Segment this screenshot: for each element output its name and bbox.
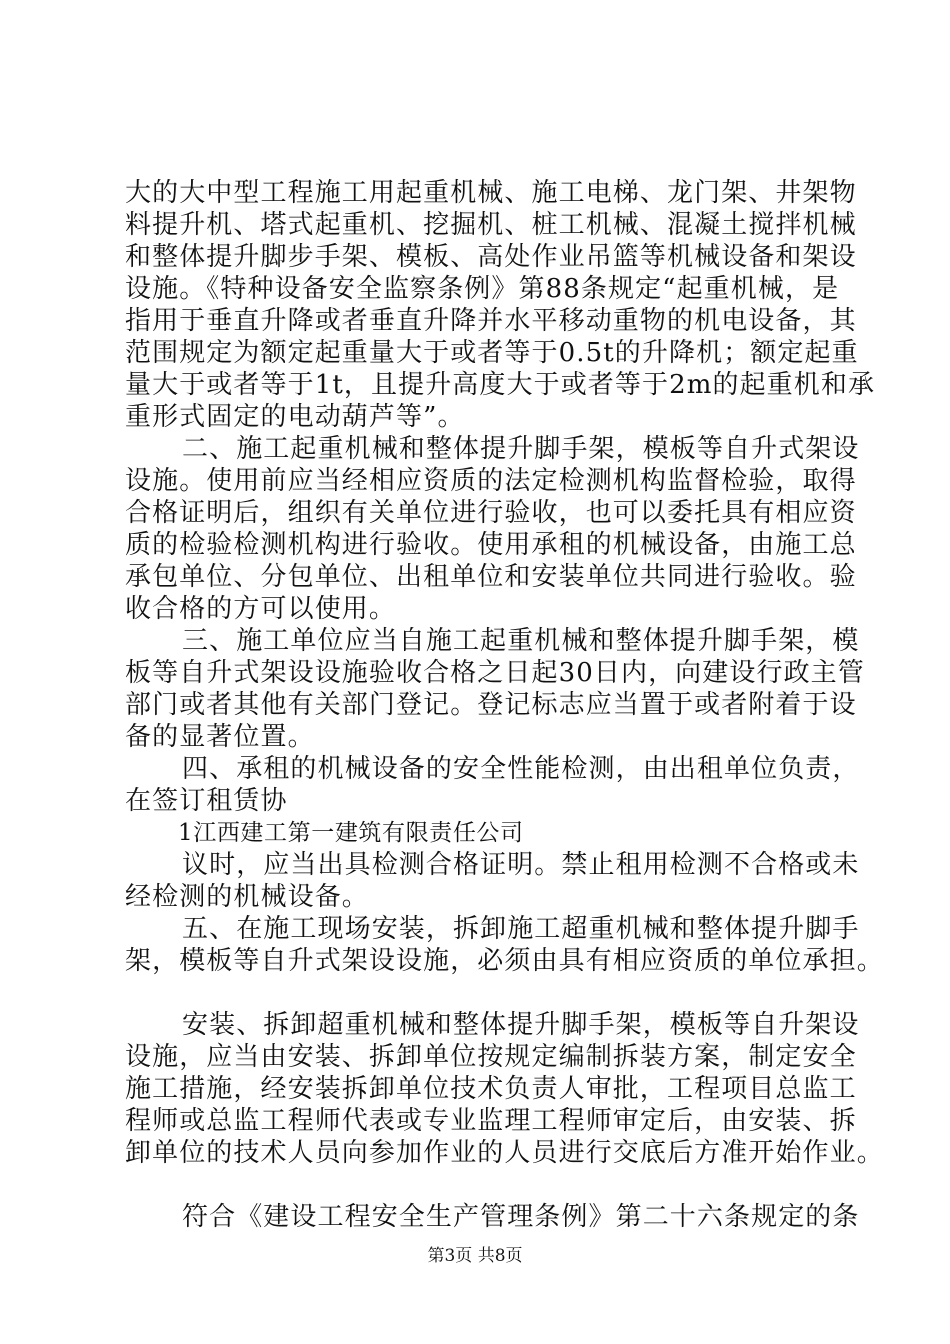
paragraph-start: 二、施工起重机械和整体提升脚手架，模板等自升式架设 — [182, 434, 860, 464]
text-line: 量大于或者等于1t，且提升高度大于或者等于2m的起重机和承 — [125, 370, 876, 400]
text-line: 设施，应当由安装、拆卸单位按规定编制拆装方案，制定安全 — [125, 1042, 857, 1072]
text-line: 经检测的机械设备。 — [125, 882, 369, 912]
text-line: 重形式固定的电动葫芦等”。 — [125, 402, 465, 432]
text-line: 设施。《特种设备安全监察条例》第88条规定“起重机械，是 — [125, 274, 840, 304]
text-line: 收合格的方可以使用。 — [125, 594, 397, 624]
text-line: 程师或总监工程师代表或专业监理工程师审定后，由安装、拆 — [125, 1106, 857, 1136]
text-line: 架，模板等自升式架设设施，必须由具有相应资质的单位承担。 — [125, 946, 884, 976]
text-line: 指用于垂直升降或者垂直升降并水平移动重物的机电设备，其 — [125, 306, 857, 336]
text-line: 备的显著位置。 — [125, 722, 315, 752]
text-line: 施工措施，经安装拆卸单位技术负责人审批，工程项目总监工 — [125, 1074, 857, 1104]
company-header-line: 1江西建工第一建筑有限责任公司 — [178, 820, 524, 846]
text-line: 在签订租赁协 — [125, 786, 288, 816]
text-line: 范围规定为额定起重量大于或者等于0.5t的升降机；额定起重 — [125, 338, 859, 368]
text-line: 板等自升式架设设施验收合格之日起30日内，向建设行政主管 — [125, 658, 865, 688]
text-line: 设施。使用前应当经相应资质的法定检测机构监督检验，取得 — [125, 466, 857, 496]
page-footer: 第3页 共8页 — [427, 1246, 523, 1266]
paragraph-start: 符合《建设工程安全生产管理条例》第二十六条规定的条 — [182, 1202, 860, 1232]
text-line: 大的大中型工程施工用起重机械、施工电梯、龙门架、井架物 — [125, 178, 857, 208]
paragraph-start: 五、在施工现场安装，拆卸施工超重机械和整体提升脚手 — [182, 914, 860, 944]
paragraph-start: 三、施工单位应当自施工起重机械和整体提升脚手架，模 — [182, 626, 860, 656]
text-line: 合格证明后，组织有关单位进行验收，也可以委托具有相应资 — [125, 498, 857, 528]
paragraph-start: 四、承租的机械设备的安全性能检测，由出租单位负责， — [182, 754, 860, 784]
text-line: 料提升机、塔式起重机、挖掘机、桩工机械、混凝土搅拌机械 — [125, 210, 857, 240]
paragraph-start: 安装、拆卸超重机械和整体提升脚手架，模板等自升架设 — [182, 1010, 860, 1040]
text-line: 承包单位、分包单位、出租单位和安装单位共同进行验收。验 — [125, 562, 857, 592]
text-line: 和整体提升脚步手架、模板、高处作业吊篮等机械设备和架设 — [125, 242, 857, 272]
text-line: 质的检验检测机构进行验收。使用承租的机械设备，由施工总 — [125, 530, 857, 560]
text-line: 部门或者其他有关部门登记。登记标志应当置于或者附着于设 — [125, 690, 857, 720]
text-line: 议时，应当出具检测合格证明。禁止租用检测不合格或未 — [182, 850, 860, 880]
text-line: 卸单位的技术人员向参加作业的人员进行交底后方准开始作业。 — [125, 1138, 884, 1168]
